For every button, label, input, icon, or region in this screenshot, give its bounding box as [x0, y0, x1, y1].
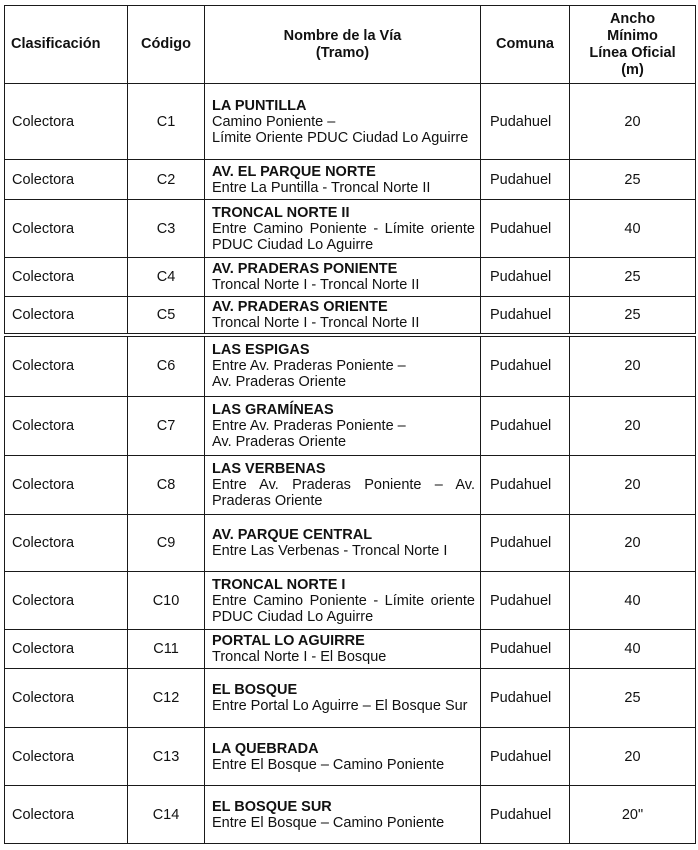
cell-ancho: 25 — [570, 297, 696, 335]
cell-nombre-via — [205, 456, 481, 515]
cell-nombre-via — [205, 297, 481, 335]
via-tramo: Camino Poniente – — [212, 113, 336, 130]
via-tramo: Entre Av. Praderas Poniente – — [212, 418, 406, 434]
table-row — [5, 630, 696, 669]
via-tramo: Av. Praderas Oriente — [212, 434, 347, 450]
via-tramo: Entre Camino Poniente - Límite oriente PDUC Ciudad Lo Aguirre — [212, 592, 475, 625]
table-row — [5, 297, 696, 335]
cell-codigo: C12 — [128, 669, 205, 728]
cell-codigo: C14 — [128, 786, 205, 844]
table-row — [5, 397, 696, 456]
via-tramo: Entre Av. Praderas Poniente – Av. Praderas Oriente — [212, 477, 475, 509]
cell-clasificacion: Colectora — [5, 515, 128, 572]
cell-nombre-via — [205, 515, 481, 572]
via-name: TRONCAL NORTE II — [212, 204, 350, 221]
table-body — [5, 84, 696, 844]
via-name: EL BOSQUE — [212, 682, 298, 698]
cell-comuna: Pudahuel — [481, 515, 570, 572]
header-ancho-line3: Línea Oficial — [589, 44, 676, 61]
header-ancho-line2: Mínimo — [607, 27, 658, 44]
cell-comuna: Pudahuel — [481, 200, 570, 258]
via-name: LA PUNTILLA — [212, 97, 307, 114]
table-row — [5, 456, 696, 515]
header-comuna: Comuna — [481, 6, 570, 84]
cell-codigo: C8 — [128, 456, 205, 515]
header-nombre-line2: (Tramo) — [315, 44, 370, 61]
via-name: AV. EL PARQUE NORTE — [212, 163, 376, 180]
cell-comuna: Pudahuel — [481, 572, 570, 630]
table-row — [5, 728, 696, 786]
header-ancho — [570, 6, 696, 84]
table-row — [5, 335, 696, 397]
via-tramo: Entre Camino Poniente - Límite oriente PDUC Ciudad Lo Aguirre — [212, 220, 475, 253]
via-tramo: Troncal Norte I - Troncal Norte II — [212, 314, 420, 331]
cell-clasificacion: Colectora — [5, 669, 128, 728]
cell-ancho: 20 — [570, 84, 696, 160]
cell-codigo: C9 — [128, 515, 205, 572]
cell-clasificacion: Colectora — [5, 728, 128, 786]
cell-ancho: 25 — [570, 669, 696, 728]
via-tramo: Entre El Bosque – Camino Poniente — [212, 756, 445, 773]
cell-codigo: C7 — [128, 397, 205, 456]
via-name: AV. PRADERAS ORIENTE — [212, 298, 388, 315]
cell-ancho: 20 — [570, 456, 696, 515]
cell-ancho: 20 — [570, 397, 696, 456]
cell-clasificacion: Colectora — [5, 786, 128, 844]
cell-nombre-via — [205, 397, 481, 456]
via-name: LA QUEBRADA — [212, 740, 319, 757]
cell-codigo: C13 — [128, 728, 205, 786]
via-tramo: Entre Av. Praderas Poniente – — [212, 358, 406, 375]
cell-comuna: Pudahuel — [481, 160, 570, 200]
cell-clasificacion: Colectora — [5, 630, 128, 669]
cell-clasificacion: Colectora — [5, 397, 128, 456]
cell-nombre-via — [205, 160, 481, 200]
table-row — [5, 786, 696, 844]
cell-clasificacion: Colectora — [5, 200, 128, 258]
table-row — [5, 669, 696, 728]
header-clasificacion: Clasificación — [5, 6, 128, 84]
cell-codigo: C6 — [128, 335, 205, 397]
cell-codigo: C10 — [128, 572, 205, 630]
header-nombre-via — [205, 6, 481, 84]
via-name: EL BOSQUE SUR — [212, 798, 332, 815]
cell-ancho: 40 — [570, 630, 696, 669]
document-page — [4, 5, 696, 844]
table-header-row — [5, 6, 696, 84]
cell-clasificacion: Colectora — [5, 456, 128, 515]
via-name: AV. PARQUE CENTRAL — [212, 527, 373, 543]
cell-ancho: 25 — [570, 258, 696, 297]
cell-ancho: 20 — [570, 728, 696, 786]
cell-nombre-via — [205, 258, 481, 297]
cell-codigo: C5 — [128, 297, 205, 335]
via-name: LAS ESPIGAS — [212, 342, 310, 359]
via-tramo: Entre La Puntilla - Troncal Norte II — [212, 179, 431, 196]
via-tramo: Límite Oriente PDUC Ciudad Lo Aguirre — [212, 129, 469, 146]
cell-codigo: C2 — [128, 160, 205, 200]
cell-nombre-via — [205, 335, 481, 397]
cell-clasificacion: Colectora — [5, 335, 128, 397]
via-tramo: Av. Praderas Oriente — [212, 374, 347, 391]
cell-codigo: C4 — [128, 258, 205, 297]
via-tramo: Entre El Bosque – Camino Poniente — [212, 814, 445, 831]
cell-clasificacion: Colectora — [5, 84, 128, 160]
cell-comuna: Pudahuel — [481, 786, 570, 844]
table-row — [5, 160, 696, 200]
via-tramo: Troncal Norte I - El Bosque — [212, 649, 387, 665]
header-nombre-line1: Nombre de la Vía — [283, 27, 402, 44]
header-codigo: Código — [128, 6, 205, 84]
cell-ancho: 20 — [570, 335, 696, 397]
cell-comuna: Pudahuel — [481, 335, 570, 397]
cell-clasificacion: Colectora — [5, 160, 128, 200]
cell-nombre-via — [205, 728, 481, 786]
cell-ancho: 25 — [570, 160, 696, 200]
cell-ancho: 40 — [570, 200, 696, 258]
cell-nombre-via — [205, 786, 481, 844]
cell-ancho: 20 — [570, 515, 696, 572]
cell-codigo: C3 — [128, 200, 205, 258]
header-ancho-line4: (m) — [621, 61, 644, 78]
table-row — [5, 572, 696, 630]
table-row — [5, 200, 696, 258]
cell-clasificacion: Colectora — [5, 297, 128, 335]
cell-nombre-via — [205, 200, 481, 258]
cell-codigo: C1 — [128, 84, 205, 160]
cell-comuna: Pudahuel — [481, 297, 570, 335]
via-name: AV. PRADERAS PONIENTE — [212, 261, 398, 277]
vias-colectoras-table — [4, 5, 696, 844]
cell-comuna: Pudahuel — [481, 84, 570, 160]
cell-nombre-via — [205, 84, 481, 160]
via-tramo: Entre Portal Lo Aguirre – El Bosque Sur — [212, 698, 468, 714]
cell-ancho: 20" — [570, 786, 696, 844]
via-name: TRONCAL NORTE I — [212, 576, 346, 593]
via-tramo: Entre Las Verbenas - Troncal Norte I — [212, 543, 448, 559]
table-row — [5, 258, 696, 297]
cell-comuna: Pudahuel — [481, 630, 570, 669]
table-row — [5, 84, 696, 160]
cell-comuna: Pudahuel — [481, 669, 570, 728]
cell-codigo: C11 — [128, 630, 205, 669]
cell-comuna: Pudahuel — [481, 456, 570, 515]
via-name: LAS VERBENAS — [212, 461, 326, 477]
header-ancho-line1: Ancho — [609, 10, 656, 27]
table-row — [5, 515, 696, 572]
cell-nombre-via — [205, 630, 481, 669]
cell-clasificacion: Colectora — [5, 258, 128, 297]
cell-clasificacion: Colectora — [5, 572, 128, 630]
via-tramo: Troncal Norte I - Troncal Norte II — [212, 277, 420, 293]
cell-comuna: Pudahuel — [481, 728, 570, 786]
cell-ancho: 40 — [570, 572, 696, 630]
via-name: LAS GRAMÍNEAS — [212, 402, 334, 418]
cell-nombre-via — [205, 572, 481, 630]
via-name: PORTAL LO AGUIRRE — [212, 633, 365, 649]
cell-nombre-via — [205, 669, 481, 728]
cell-comuna: Pudahuel — [481, 397, 570, 456]
cell-comuna: Pudahuel — [481, 258, 570, 297]
